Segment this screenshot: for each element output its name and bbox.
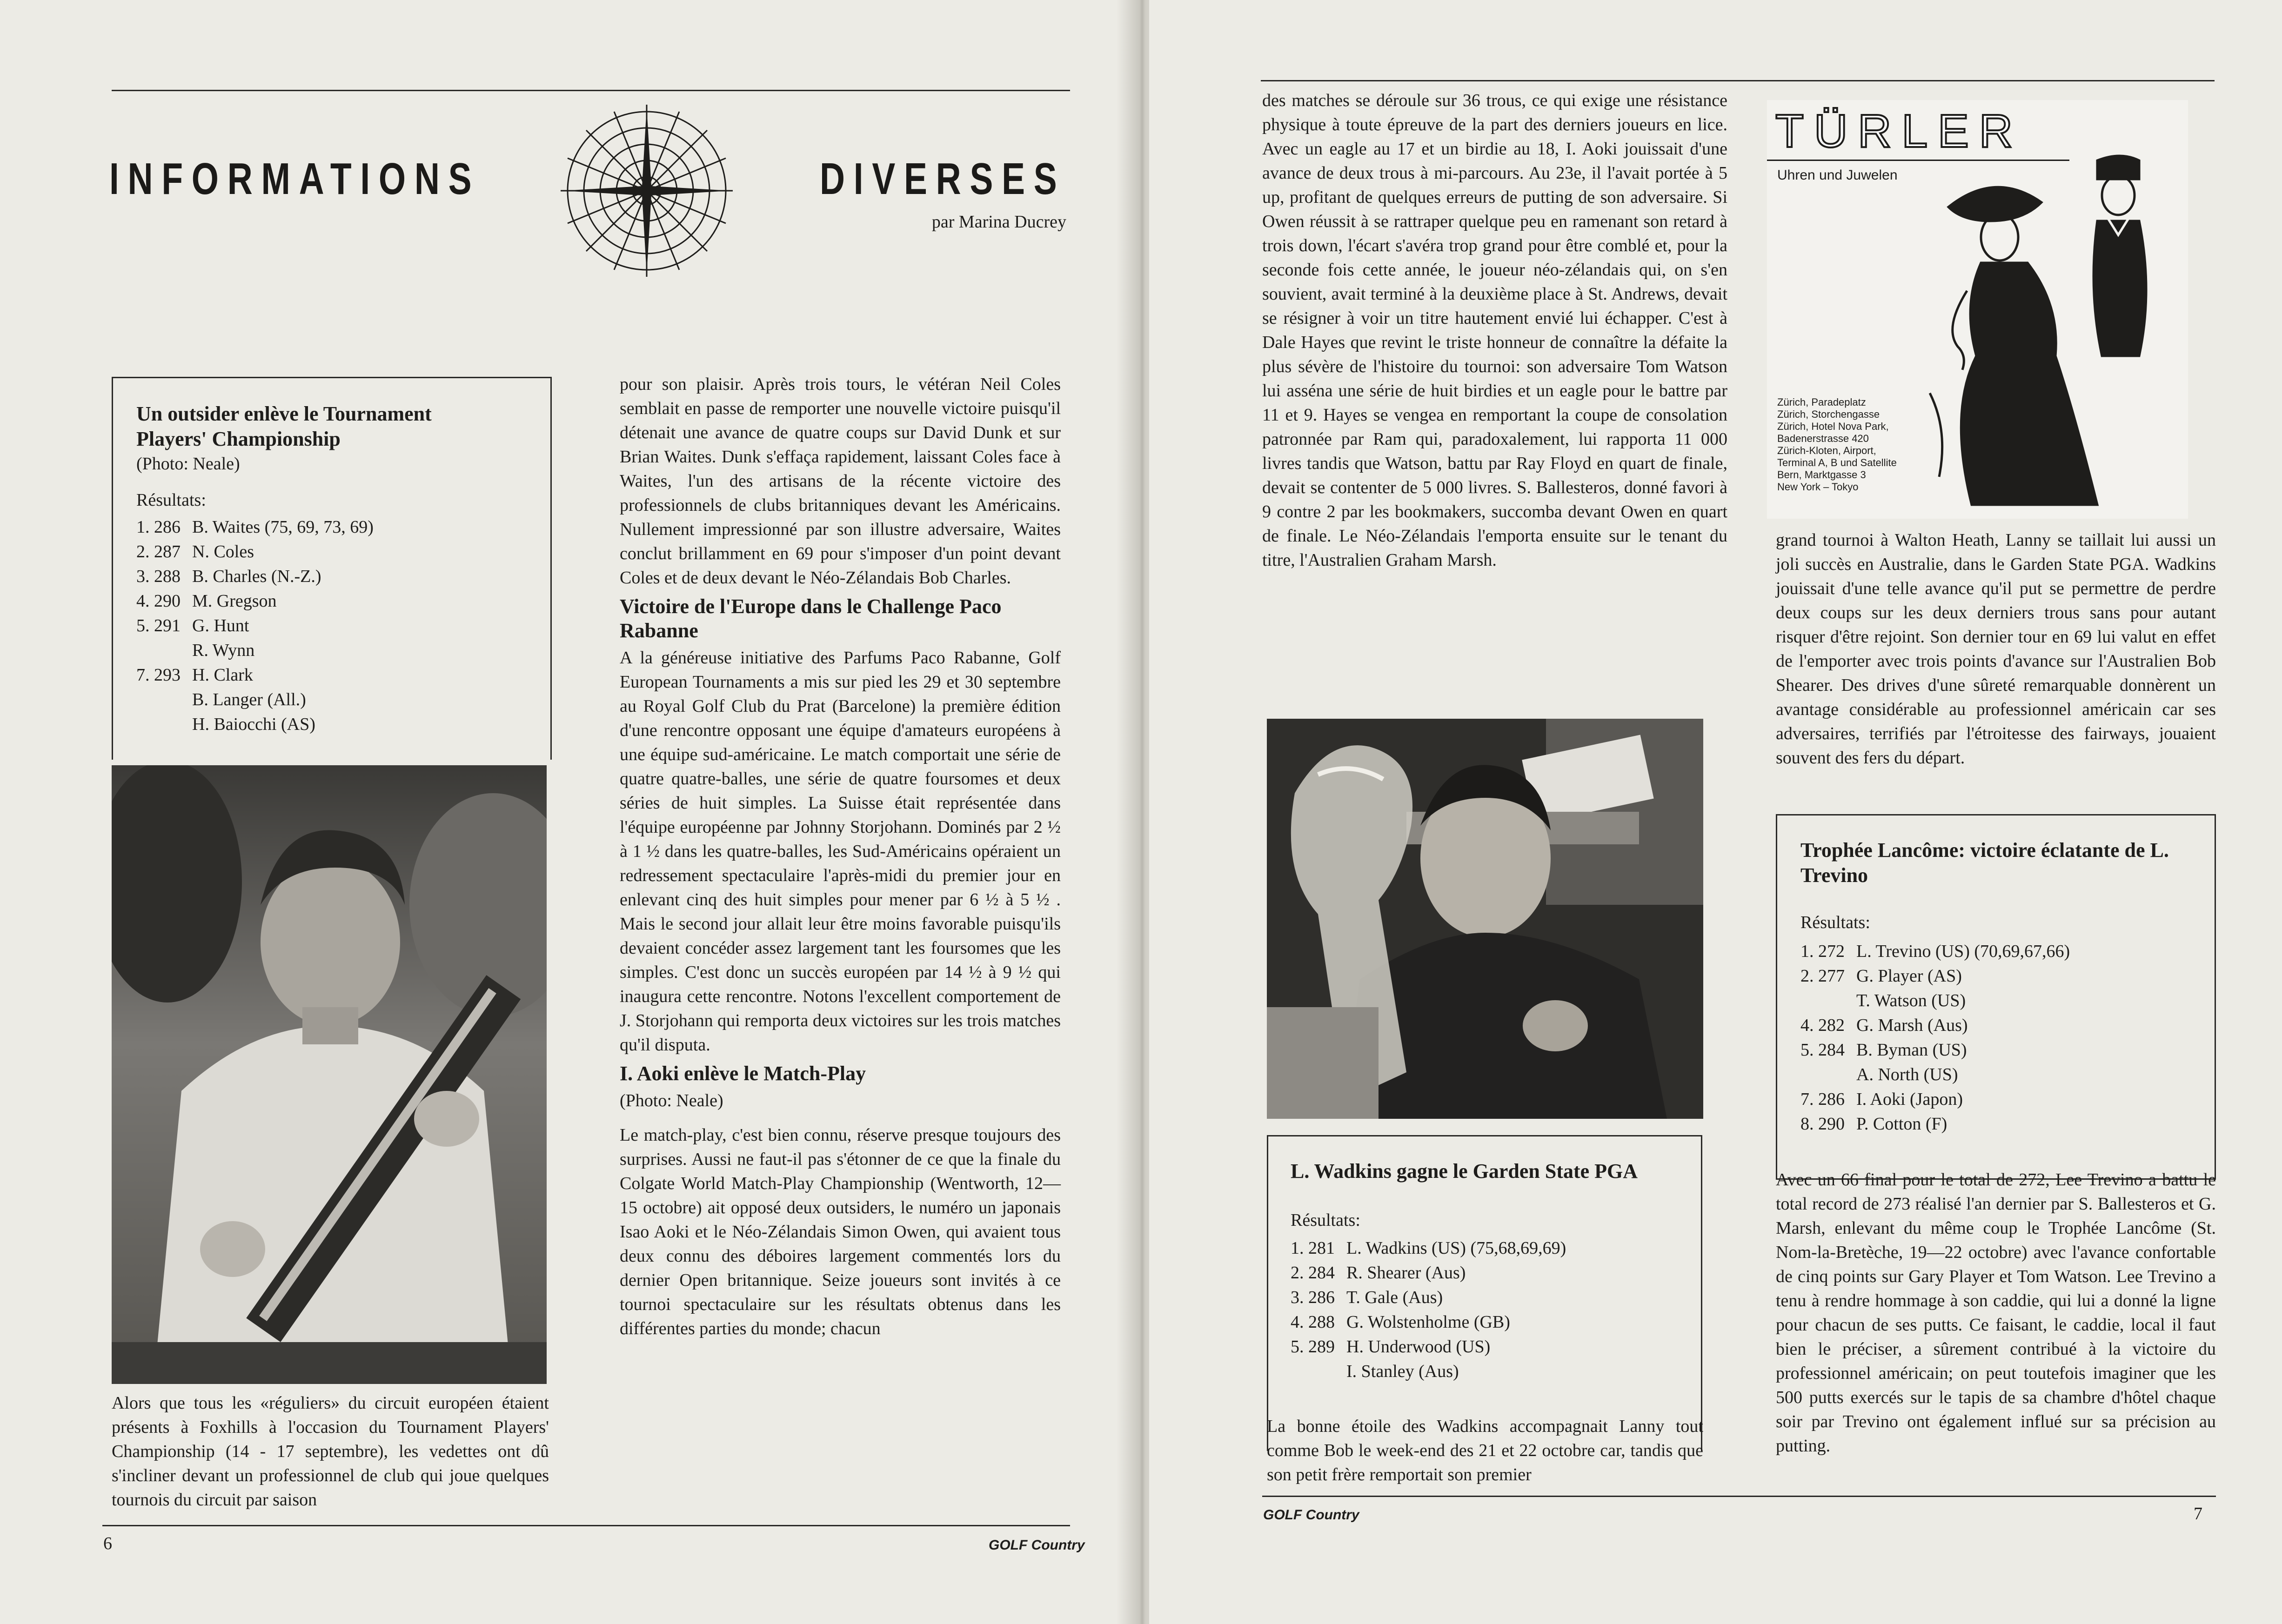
byline: par Marina Ducrey — [931, 212, 1066, 232]
right-col1 — [1262, 88, 1727, 572]
photo-credit: (Photo: Neale) — [136, 454, 240, 474]
col1-text: Alors que tous les «réguliers» du circuit européen étaient présents à Foxhills à l'occasion du Tournament Players' Championship (14 - 17 septembre), les vedettes ont dû s'incliner devant un professionnel de club qui joue quelques tournois du circuit par saison — [112, 1393, 549, 1510]
result-row: 4. 282 G. Marsh (Aus) — [1800, 1016, 1968, 1035]
golf-country-logo: GOLF Country — [989, 1537, 1085, 1553]
result-row: 2. 284 R. Shearer (Aus) — [1291, 1263, 1466, 1283]
result-row: 4. 288 G. Wolstenholme (GB) — [1291, 1312, 1510, 1332]
compass-rose-icon — [558, 102, 735, 279]
ad-address-line: Zürich, Hotel Nova Park, — [1777, 421, 1889, 432]
box-tournament-players — [112, 377, 552, 760]
heading-aoki: I. Aoki enlève le Match-Play — [620, 1062, 866, 1085]
box-garden-state — [1267, 1135, 1702, 1451]
result-row: 5. 289 H. Underwood (US) — [1291, 1337, 1491, 1357]
aoki-trophy-photo — [1267, 719, 1703, 1119]
box-title: Trophée Lancôme: victoire éclatante de L. Trevino — [1800, 839, 2169, 887]
photo-waites — [112, 765, 547, 1384]
results-list — [136, 515, 550, 737]
result-row: 7. 286 I. Aoki (Japon) — [1800, 1089, 1963, 1109]
ad-address-line: Zürich-Kloten, Airport, — [1777, 445, 1876, 456]
photo-credit: (Photo: Neale) — [620, 1091, 723, 1110]
result-row: 1. 286 B. Waites (75, 69, 73, 69) — [136, 517, 374, 537]
left-col2 — [620, 372, 1061, 1341]
left-page — [0, 0, 1135, 1624]
title-informations: INFORMATIONS — [109, 154, 481, 204]
top-rule — [1261, 80, 2215, 81]
result-row: 5. 284 B. Byman (US) — [1800, 1040, 1967, 1060]
result-row: 1. 281 L. Wadkins (US) (75,68,69,69) — [1291, 1238, 1566, 1258]
top-rule — [112, 90, 1070, 91]
right-col1-cont: La bonne étoile des Wadkins accompagnait Lanny tout comme Bob le week-end des 21 et 22 octobre car, tandis que son petit frère remportait son premier — [1267, 1417, 1703, 1484]
result-row: 3. 286 T. Gale (Aus) — [1291, 1288, 1443, 1307]
paragraph: des matches se déroule sur 36 trous, ce qui exige une résistance physique à toute épreuve de la part des derniers joueurs en lice. Avec un eagle au 17 et un birdie au 18, I. Aoki jouissait d'une avance de deux trous à mi-parcours. Au 23e, il l'avait portée à 5 up, profitant de quelques erreurs de putting de son adversaire. Si Owen réussit à se rattraper quelque peu en ramenant son retard à trois down, l'écart s'avéra trop grand pour être comblé et, pour la seconde fois cette année, le joueur néo-zélandais qui, on s'en souvient, avait terminé à la deuxième place à St. Andrews, devait se résigner à voir un titre hautement envié lui échapper. C'est à Dale Hayes que revint le triste honneur de connaître la défaite la plus sévère de l'histoire du tournoi: son adversaire Tom Watson lui asséna une série de huit birdies et un eagle pour le battre par 11 et 9. Hayes se vengea en remportant la coupe de consolation patronnée par Ram qui, paradoxalement, lui rapporta 11 000 livres tandis que Watson, battu par Ray Floyd en quart de finale, devait se contenter de 5 000 livres. S. Ballesteros, donné favori à 9 contre 2 par les bookmakers, succomba devant Owen en quart de finale. Le Néo-Zélandais l'emporta ensuite sur le tenant du titre, l'Australien Graham Marsh. — [1262, 91, 1727, 570]
result-row: 4. 290 M. Gregson — [136, 591, 277, 611]
result-row: 1. 272 L. Trevino (US) (70,69,67,66) — [1800, 942, 2070, 961]
title-diverses: DIVERSES — [820, 154, 1066, 204]
ad-tagline: Uhren und Juwelen — [1777, 167, 1898, 183]
result-row: 3. 288 B. Charles (N.-Z.) — [136, 567, 321, 586]
result-row: R. Wynn — [192, 641, 255, 660]
page-number: 6 — [103, 1534, 112, 1553]
result-row: 8. 290 P. Cotton (F) — [1800, 1114, 1947, 1134]
result-row: A. North (US) — [1856, 1065, 1958, 1084]
illustration-couple-icon — [1921, 151, 2186, 514]
results-list — [1291, 1236, 1701, 1384]
bottom-rule — [102, 1525, 1070, 1526]
box-lancome — [1776, 814, 2216, 1180]
bottom-rule — [1262, 1496, 2216, 1497]
photo-aoki — [1267, 719, 1703, 1119]
result-row: B. Langer (All.) — [192, 690, 306, 709]
box-title: L. Wadkins gagne le Garden State PGA — [1291, 1160, 1638, 1183]
page-number: 7 — [2194, 1504, 2202, 1524]
result-row: 5. 291 G. Hunt — [136, 616, 249, 635]
ad-address-line: Bern, Marktgasse 3 — [1777, 469, 1866, 481]
box-title: Un outsider enlève le Tournament Players' Championship — [136, 402, 432, 450]
ad-address-line: Zürich, Paradeplatz — [1777, 396, 1866, 408]
results-label: Résultats: — [1291, 1210, 1360, 1230]
ad-addresses — [1777, 396, 1897, 493]
results-label: Résultats: — [1800, 913, 1870, 932]
results-list — [1800, 939, 2215, 1136]
right-page — [1149, 0, 2282, 1624]
result-row: 7. 293 H. Clark — [136, 665, 253, 685]
right-col2-cont: Avec un 66 final pour le total de 272, Lee Trevino a battu le total record de 273 réalisé l'an dernier par S. Ballesteros et G. Marsh, enlevant du même coup le Trophée Lancôme (St. Nom-la-Bretèche, 19—22 octobre) avec l'avance confortable de cinq points sur Gary Player et Tom Watson. Lee Trevino a tenu à rendre hommage à son caddie, qui lui a donné la ligne pour chacun de ses putts. Ce faisant, le caddie, local il faut bien le préciser, a sûrement contribué à la victoire du professionnel américain; on peut toutefois imaginer que les 500 putts exercés sur le tapis de sa chambre d'hôtel chaque soir par Trevino ont également influé sur sa précision au putting. — [1776, 1170, 2216, 1456]
ad-address-line: Terminal A, B und Satellite — [1777, 457, 1897, 468]
ad-address-line: New York – Tokyo — [1777, 481, 1859, 493]
result-row: 2. 287 N. Coles — [136, 542, 254, 561]
result-row: H. Baiocchi (AS) — [192, 715, 315, 734]
ad-address-line: Zürich, Storchengasse — [1777, 408, 1880, 420]
heading-paco-rabanne: Victoire de l'Europe dans le Challenge Paco Rabanne — [620, 595, 1002, 642]
paragraph: Le match-play, c'est bien connu, réserve presque toujours des surprises. Aussi ne faut-il pas s'étonner de ce que la finale du Colgate World Match-Play Championship (Wentworth, 12—15 octobre) ait opposé deux outsiders, le numéro un japonais Isao Aoki et le Néo-Zélandais Simon Owen, qui avaient tous deux connu des déboires largement commentés lors du dernier Open britannique. Seize joueurs sont invités à ce tournoi spectaculaire sur les résultats obtenus dans les différentes parties du monde; chacun — [620, 1125, 1061, 1338]
right-col2: grand tournoi à Walton Heath, Lanny se taillait lui aussi un joli succès en Australie, dans le Garden State PGA. Wadkins jouissait d'une telle avance qu'il put se permettre de perdre deux coups sur les deux derniers trous sans pour autant risquer d'être rejoint. Son dernier tour en 69 lui valut en effet de l'emporter avec trois points d'avance sur l'Australien Bob Shearer. Des drives d'une sûreté remarquable donnèrent un avantage considérable au professionnel américain car ses adversaires, terrifiés par l'étroitesse des fairways, jouaient souvent des fers du départ. — [1776, 530, 2216, 768]
turler-ad — [1767, 100, 2188, 519]
result-row: T. Watson (US) — [1856, 991, 1966, 1010]
golfer-trophy-photo — [112, 765, 547, 1384]
ad-address-line: Badenerstrasse 420 — [1777, 433, 1869, 444]
paragraph: A la généreuse initiative des Parfums Paco Rabanne, Golf European Tournaments a mis sur pied les 29 et 30 septembre au Royal Golf Club du Prat (Barcelone) la première édition d'une rencontre opposant une équipe d'amateurs européens à une équipe sud-américaine. Le match comportait une série de quatre quatre-balles, une série de quatre foursomes et deux séries de huit simples. La Suisse était représentée dans l'équipe européenne par Johnny Storjohann. Dominés par 2 ½ à 1 ½ dans les quatre-balles, les Sud-Américains opéraient un redressement spectaculaire l'après-midi du premier jour en enlevant cinq des huit simples pour mener par 6 ½ à 5 ½ . Mais le second jour allait leur être moins favorable puisqu'ils devaient concéder assez largement tant les foursomes que les simples. C'est donc un succès européen par 14 ½ à 9 ½ qui inaugura cette rencontre. Notons l'excellent comportement de J. Storjohann qui remporta deux victoires sur les trois matches qu'il disputa. — [620, 648, 1061, 1055]
result-row: 2. 277 G. Player (AS) — [1800, 966, 1962, 986]
paragraph: pour son plaisir. Après trois tours, le vétéran Neil Coles semblait en passe de remporter une nouvelle victoire puisqu'il détenait une avance de quatre coups sur David Dunk et sur Brian Waites. Dunk s'effaça rapidement, laissant Coles face à Waites, l'un des artisans de la récente victoire des professionnels de clubs britanniques devant les Américains. Nullement impressionné par son illustre adversaire, Waites conclut brillamment en 69 pour s'imposer d'un point devant Coles et de deux devant le Néo-Zélandais Bob Charles. — [620, 374, 1061, 588]
results-label: Résultats: — [136, 490, 206, 510]
ad-brand: TÜRLER — [1775, 105, 2023, 157]
result-row: I. Stanley (Aus) — [1346, 1362, 1459, 1381]
golf-country-logo: GOLF Country — [1263, 1507, 1359, 1523]
